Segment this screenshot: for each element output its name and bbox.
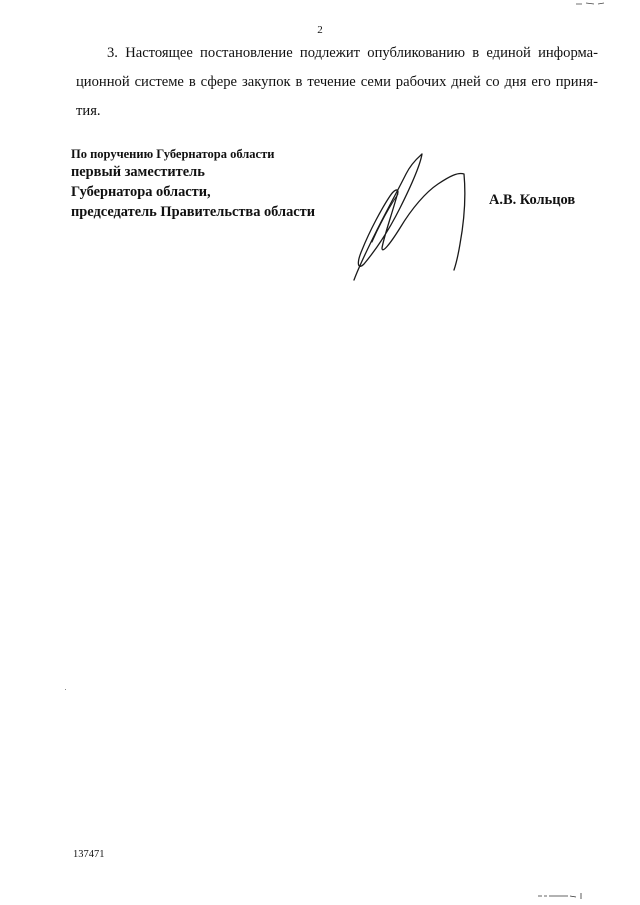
page-number: 2 [317, 24, 323, 36]
paragraph-line-2: ционной системе в сфере закупок в течение семи рабочих дней со дня его приня- [76, 74, 598, 90]
scan-speck [65, 689, 66, 690]
body-paragraph [76, 39, 598, 126]
handwritten-signature [346, 152, 476, 284]
paragraph-line-1: 3. Настоящее постановление подлежит опубликованию в единой информа- [107, 45, 598, 61]
document-code: 137471 [73, 849, 105, 860]
signer-name: А.В. Кольцов [489, 192, 576, 208]
scan-artifact-mark [538, 893, 582, 899]
signature-line-4: председатель Правительства области [71, 204, 316, 220]
signature-block [71, 146, 315, 222]
paragraph-line-3: тия. [76, 103, 101, 119]
signature-line-3: Губернатора области, [71, 184, 211, 200]
corner-scan-artifact [576, 0, 606, 6]
signature-line-2: первый заместитель [71, 164, 205, 180]
signature-line-1: По поручению Губернатора области [71, 147, 275, 161]
